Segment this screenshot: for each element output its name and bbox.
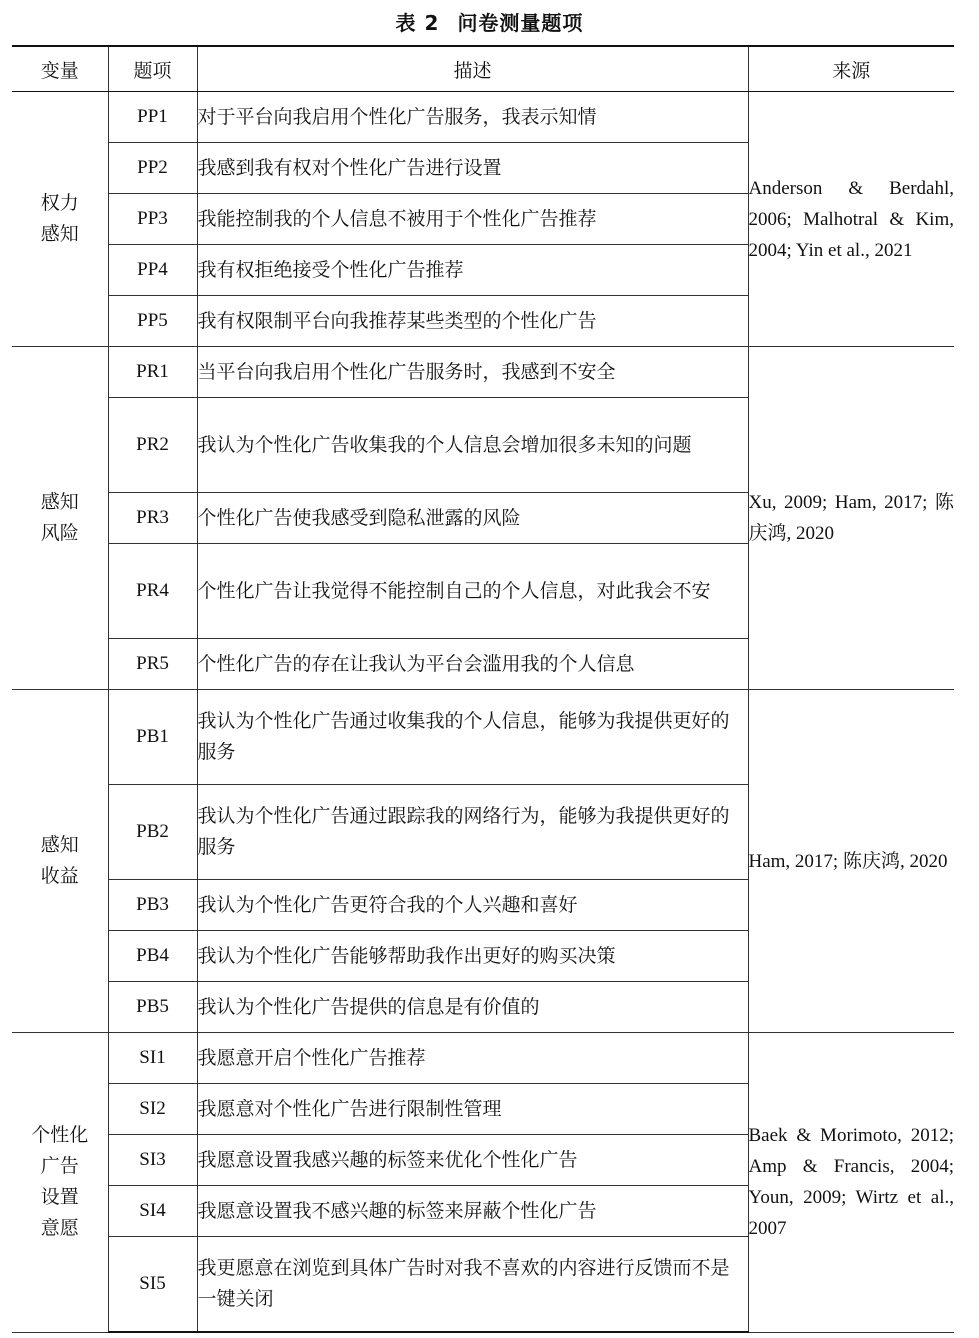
item-id: PB2 xyxy=(108,785,197,880)
item-id: PR2 xyxy=(108,398,197,493)
item-id: PB3 xyxy=(108,880,197,931)
header-variable: 变量 xyxy=(12,46,108,92)
item-id: PB5 xyxy=(108,982,197,1033)
table-header xyxy=(12,46,954,92)
table-caption xyxy=(0,8,979,38)
item-id: PB1 xyxy=(108,690,197,785)
header-source: 来源 xyxy=(748,46,954,92)
item-description: 我认为个性化广告通过跟踪我的网络行为，能够为我提供更好的服务 xyxy=(197,785,748,880)
item-id: PR1 xyxy=(108,347,197,398)
item-description: 我愿意设置我感兴趣的标签来优化个性化广告 xyxy=(197,1135,748,1186)
variable-label-line: 权力 xyxy=(40,192,79,214)
variable-cell-perceived-risk xyxy=(12,347,108,690)
table-row xyxy=(12,92,954,143)
variable-label-line: 意愿 xyxy=(40,1217,79,1240)
header-description: 描述 xyxy=(197,46,748,92)
header-row xyxy=(12,46,954,92)
item-description: 当平台向我启用个性化广告服务时，我感到不安全 xyxy=(197,347,748,398)
item-id: PP2 xyxy=(108,143,197,194)
item-description: 我认为个性化广告收集我的个人信息会增加很多未知的问题 xyxy=(197,398,748,493)
table-row xyxy=(12,347,954,398)
variable-cell-perceived-benefit xyxy=(12,690,108,1033)
measurement-items-table xyxy=(12,45,954,1333)
table-body xyxy=(12,92,954,1333)
source-cell-perceived-risk: Xu, 2009; Ham, 2017; 陈庆鸿, 2020 xyxy=(748,347,954,690)
variable-label-line: 个性化 xyxy=(31,1124,89,1147)
item-id: SI1 xyxy=(108,1033,197,1084)
item-description: 我更愿意在浏览到具体广告时对我不喜欢的内容进行反馈而不是一键关闭 xyxy=(197,1237,748,1333)
source-cell-power-perception: Anderson & Berdahl, 2006; Malhotral & Kim, 2004; Yin et al., 2021 xyxy=(748,92,954,347)
item-id: PP5 xyxy=(108,296,197,347)
item-id: SI3 xyxy=(108,1135,197,1186)
table-row xyxy=(12,690,954,785)
item-description: 我认为个性化广告更符合我的个人兴趣和喜好 xyxy=(197,880,748,931)
variable-label-line: 感知 xyxy=(40,223,79,245)
variable-cell-power-perception xyxy=(12,92,108,347)
source-cell-perceived-benefit: Ham, 2017; 陈庆鸿, 2020 xyxy=(748,690,954,1033)
variable-label-line: 感知 xyxy=(40,834,79,856)
item-description: 我认为个性化广告提供的信息是有价值的 xyxy=(197,982,748,1033)
table-caption-number: 表 2 xyxy=(395,11,440,35)
item-description: 我能控制我的个人信息不被用于个性化广告推荐 xyxy=(197,194,748,245)
item-description: 我有权限制平台向我推荐某些类型的个性化广告 xyxy=(197,296,748,347)
item-description: 个性化广告的存在让我认为平台会滥用我的个人信息 xyxy=(197,639,748,690)
item-description: 个性化广告使我感受到隐私泄露的风险 xyxy=(197,493,748,544)
item-description: 我愿意开启个性化广告推荐 xyxy=(197,1033,748,1084)
item-id: PB4 xyxy=(108,931,197,982)
item-id: PR4 xyxy=(108,544,197,639)
variable-label-line: 风险 xyxy=(40,522,79,544)
variable-label-line: 广告 xyxy=(40,1155,79,1178)
item-description: 我愿意对个性化广告进行限制性管理 xyxy=(197,1084,748,1135)
variable-label-line: 设置 xyxy=(40,1186,79,1209)
variable-label-line: 收益 xyxy=(40,865,79,887)
variable-cell-setting-intention xyxy=(12,1033,108,1333)
source-cell-setting-intention: Baek & Morimoto, 2012; Amp & Francis, 2004; Youn, 2009; Wirtz et al., 2007 xyxy=(748,1033,954,1333)
item-id: PP4 xyxy=(108,245,197,296)
item-description: 我认为个性化广告通过收集我的个人信息，能够为我提供更好的服务 xyxy=(197,690,748,785)
table-row xyxy=(12,1033,954,1084)
item-id: PR5 xyxy=(108,639,197,690)
item-id: PP3 xyxy=(108,194,197,245)
item-description: 我愿意设置我不感兴趣的标签来屏蔽个性化广告 xyxy=(197,1186,748,1237)
item-description: 对于平台向我启用个性化广告服务，我表示知情 xyxy=(197,92,748,143)
item-description: 我感到我有权对个性化广告进行设置 xyxy=(197,143,748,194)
item-id: SI2 xyxy=(108,1084,197,1135)
item-id: PP1 xyxy=(108,92,197,143)
item-description: 个性化广告让我觉得不能控制自己的个人信息，对此我会不安 xyxy=(197,544,748,639)
item-id: PR3 xyxy=(108,493,197,544)
item-id: SI5 xyxy=(108,1237,197,1333)
item-description: 我有权拒绝接受个性化广告推荐 xyxy=(197,245,748,296)
table-caption-title: 问卷测量题项 xyxy=(457,11,584,35)
variable-label-line: 感知 xyxy=(40,491,79,513)
header-item: 题项 xyxy=(108,46,197,92)
item-id: SI4 xyxy=(108,1186,197,1237)
item-description: 我认为个性化广告能够帮助我作出更好的购买决策 xyxy=(197,931,748,982)
